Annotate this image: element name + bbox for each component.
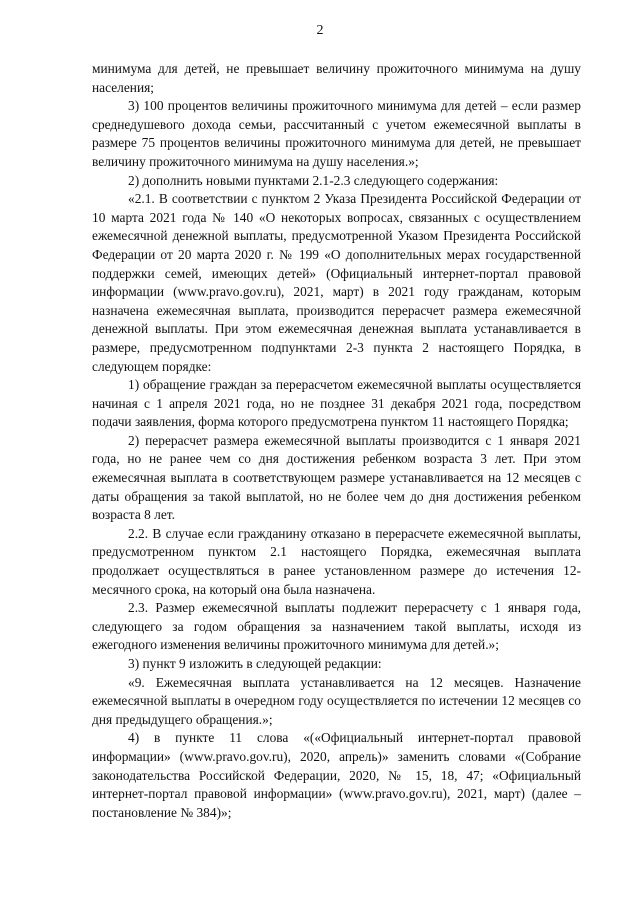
page-number: 2 [316, 23, 324, 38]
paragraph-clause-2-1-item-1: 1) обращение граждан за перерасчетом ежемесячной выплаты осуществляется начиная с 1 апреля 2021 года, но не позднее 31 декабря 2021 года, посредством подачи заявления, форма которого предусмотрена пунктом 11 настоящего Порядка; [92, 377, 581, 430]
paragraph-clause-2-3: 2.3. Размер ежемесячной выплаты подлежит перерасчету с 1 января года, следующего за годом обращения за назначением такой выплаты, исходя из ежегодного изменения величины прожиточного минимума для детей.»; [92, 600, 581, 653]
paragraph-continuation: минимума для детей, не превышает величину прожиточного минимума на душу населения; [92, 61, 581, 95]
paragraph-clause-2-1-item-2: 2) перерасчет размера ежемесячной выплаты производится с 1 января 2021 года, но не ранее чем со дня достижения ребенком возраста 3 лет. При этом ежемесячная выплата в соответствующем размере устанавливается на 12 месяцев с даты обращения за такой выплатой, но не более чем до дня достижения ребенком возраста 8 лет. [92, 432, 581, 523]
paragraph-clause-9: «9. Ежемесячная выплата устанавливается на 12 месяцев. Назначение ежемесячной выплаты в очередном году осуществляется по истечении 12 месяцев со дня предыдущего обращения.»; [92, 674, 581, 727]
document-body [92, 60, 581, 822]
paragraph-item-3: 3) 100 процентов величины прожиточного минимума для детей – если размер среднедушевого дохода семьи, рассчитанный с учетом ежемесячной выплаты в размере 75 процентов величины прожиточного минимума для детей, не превышает величину прожиточного минимума на душу населения.»; [92, 98, 581, 169]
paragraph-amendment-4: 4) в пункте 11 слова «(«Официальный интернет-портал правовой информации» (www.pravo.gov.ru), 2020, апрель)» заменить словами «(Собрание законодательства Российской Федерации, 2020, № 15, 18, 47; «Официальный интернет-портал правовой информации» (www.pravo.gov.ru), 2021, март) (далее – постановление № 384)»; [92, 730, 581, 820]
paragraph-clause-2-2: 2.2. В случае если гражданину отказано в перерасчете ежемесячной выплаты, предусмотренном пунктом 2.1 настоящего Порядка, ежемесячная выплата продолжает осуществляться в ранее установленном размере до истечения 12-месячного срока, на который она была назначена. [92, 525, 581, 597]
paragraph-amendment-3: 3) пункт 9 изложить в следующей редакции: [128, 656, 382, 671]
paragraph-clause-2-1: «2.1. В соответствии с пунктом 2 Указа Президента Российской Федерации от 10 марта 2021 года № 140 «О некоторых вопросах, связанных с осуществлением ежемесячной денежной выплаты, предусмотренной Указом Президента Российской Федерации от 20 марта 2020 г. № 199 «О дополнительных мерах государственной поддержки семей, имеющих детей» (Официальный интернет-портал правовой информации (www.pravo.gov.ru), 2021, март) в 2021 году гражданам, которым назначена ежемесячная выплата, производится перерасчет размера ежемесячной денежной выплаты. При этом ежемесячная денежная выплата устанавливается в размере, предусмотренном подпунктами 2-3 пункта 2 настоящего Порядка, в следующем порядке: [92, 191, 581, 374]
paragraph-amendment-2: 2) дополнить новыми пунктами 2.1-2.3 следующего содержания: [128, 172, 499, 188]
